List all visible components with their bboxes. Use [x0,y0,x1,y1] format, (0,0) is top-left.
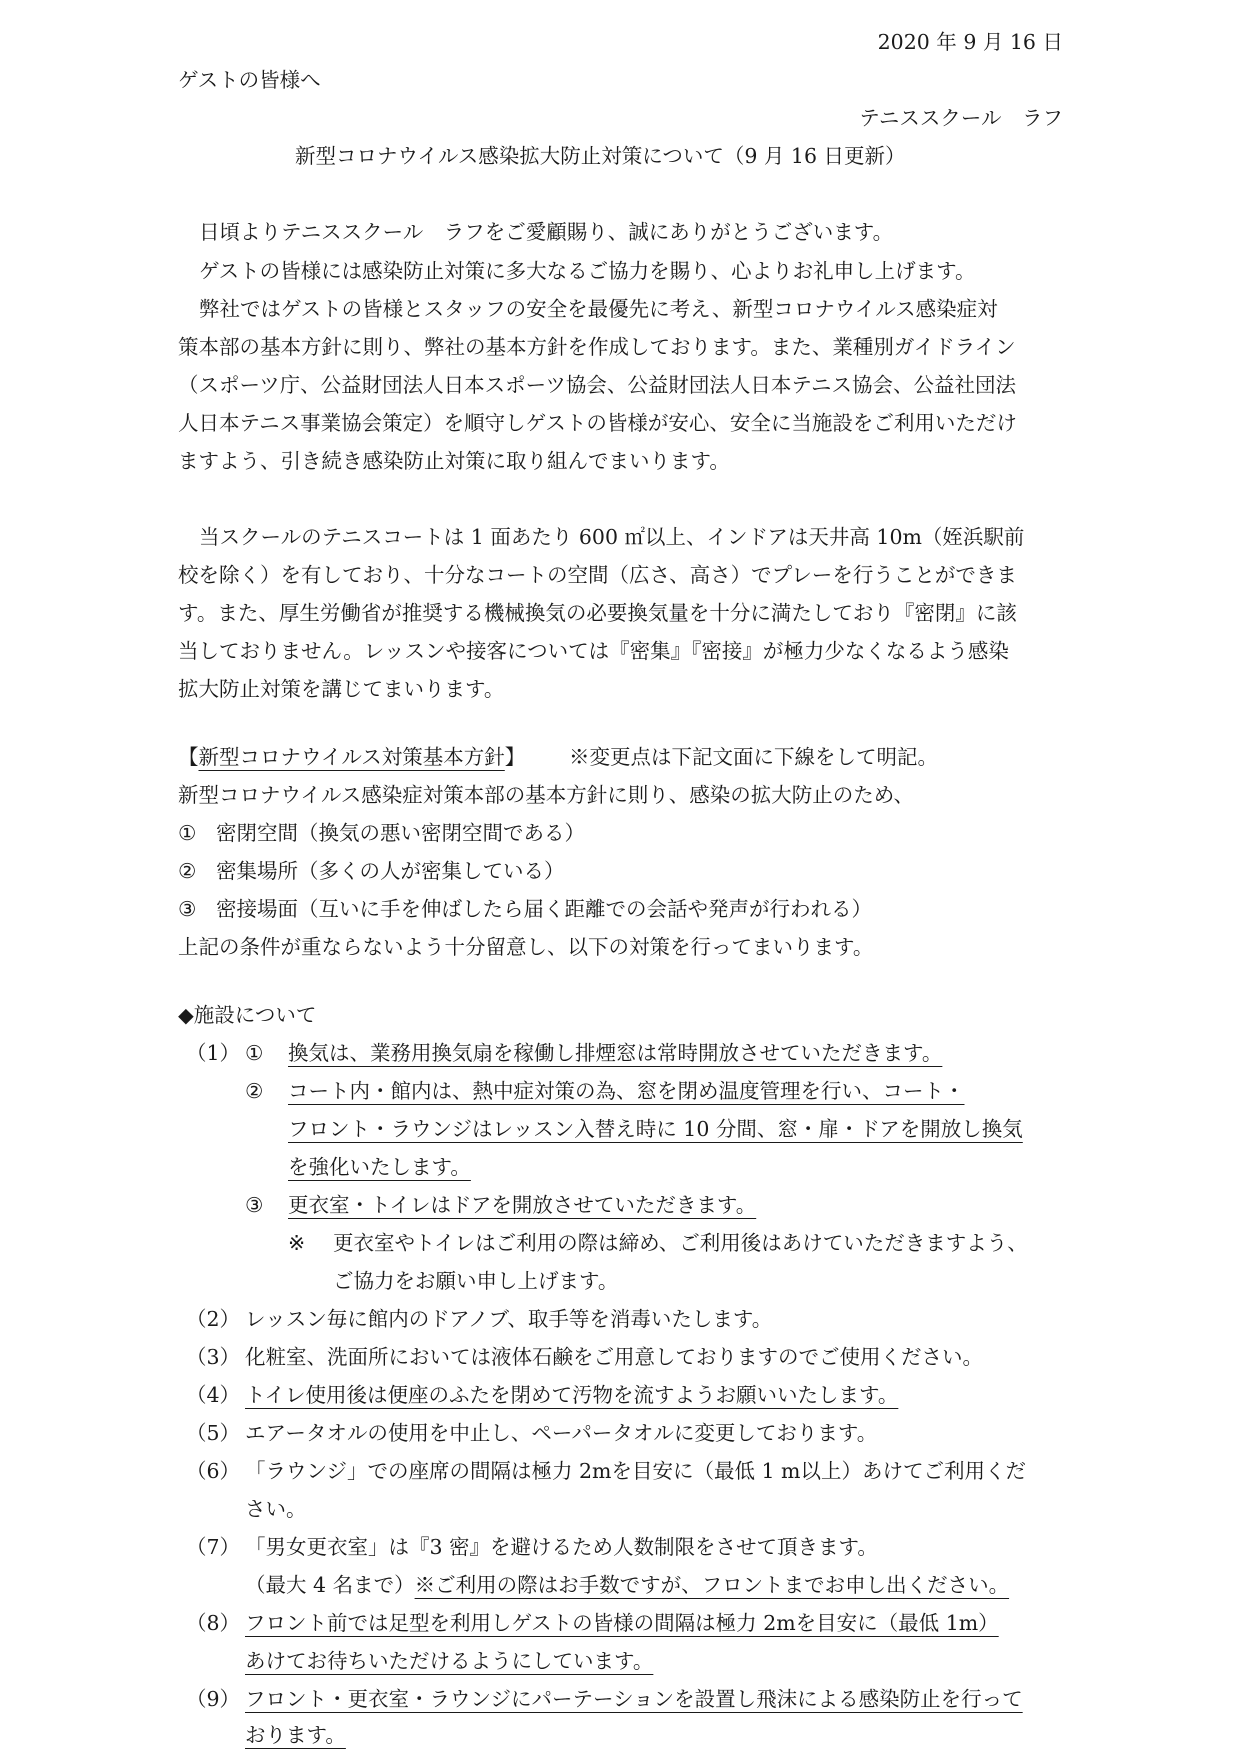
court-line: 当しておりません。レッスンや接客については『密集』『密接』が極力少なくなるよう感染 [178,639,1009,663]
item-text: さい。 [245,1497,307,1521]
intro-line: 日頃よりテニススクール ラフをご愛顧賜り、誠にありがとうございます。 [199,220,894,244]
court-line: 当スクールのテニスコートは 1 面あたり 600 ㎡以上、インドアは天井高 10m（姪浜駅前 [199,525,1025,549]
item-label-2: （2） [186,1307,241,1331]
item-text-underlined: ※ご利用の際はお手数ですが、フロントまでお申し出ください。 [414,1573,1010,1597]
note-text: ご協力をお願い申し上げます。 [333,1269,619,1293]
intro-line: （スポーツ庁、公益財団法人日本スポーツ協会、公益財団法人日本テニス協会、公益社団法 [178,373,1017,397]
intro-line: 策本部の基本方針に則り、弊社の基本方針を作成しております。また、業種別ガイドライン [178,335,1016,359]
item-label-4: （4） [186,1383,241,1407]
measure-num: ② [245,1079,264,1103]
item-label-9: （9） [186,1687,241,1711]
measure-text: フロント・ラウンジはレッスン入替え時に 10 分間、窓・扉・ドアを開放し換気 [288,1117,1023,1141]
bracket-open: 【 [178,745,199,769]
document-date: 2020 年 9 月 16 日 [877,30,1063,54]
item-text: フロント前では足型を利用しゲストの皆様の間隔は極力 2mを目安に（最低 1m） [245,1611,999,1635]
item-label-7: （7） [186,1535,241,1559]
item-text: 「男女更衣室」は『3 密』を避けるため人数制限をさせて頂きます。 [245,1535,878,1559]
measure-num: ③ [245,1193,264,1217]
item-label-5: （5） [186,1421,241,1445]
item-label-1: （1） [186,1041,241,1065]
item-text-row [245,1570,1009,1600]
bracket-close: 】 [504,745,526,769]
document-title: 新型コロナウイルス感染拡大防止対策について（9 月 16 日更新） [295,144,906,168]
intro-line: ますよう、引き続き感染防止対策に取り組んでまいります。 [178,449,730,473]
item-text: レッスン毎に館内のドアノブ、取手等を消毒いたします。 [245,1307,773,1331]
measure-num: ① [245,1041,264,1065]
court-line: 校を除く）を有しており、十分なコートの空間（広さ、高さ）でプレーを行うことができま [178,563,1017,587]
court-line: 拡大防止対策を講じてまいります。 [178,677,505,701]
policy-item-text: 密閉空間（換気の悪い密閉空間である） [216,821,585,845]
policy-note: ※変更点は下記文面に下線をして明記。 [569,745,938,769]
court-line: す。また、厚生労働省が推奨する機械換気の必要換気量を十分に満たしており『密閉』に該 [178,601,1017,625]
policy-heading: 新型コロナウイルス対策基本方針 [198,745,505,769]
policy-item-text: 密接場面（互いに手を伸ばしたら届く距離での会話や発声が行われる） [216,897,872,921]
item-label-6: （6） [186,1459,241,1483]
item-label-3: （3） [186,1345,241,1369]
policy-closing: 上記の条件が重ならないよう十分留意し、以下の対策を行ってまいります。 [178,935,874,959]
item-text: トイレ使用後は便座のふたを閉めて汚物を流すようお願いいたします。 [245,1383,899,1407]
policy-lead: 新型コロナウイルス感染症対策本部の基本方針に則り、感染の拡大防止のため、 [178,783,914,807]
item-text: フロント・更衣室・ラウンジにパーテーションを設置し飛沫による感染防止を行って [245,1687,1023,1711]
policy-item-num: ① [178,821,197,845]
sender-name: テニススクール ラフ [859,106,1063,130]
measure-text: を強化いたします。 [288,1155,471,1179]
item-text: 化粧室、洗面所においては液体石鹸をご用意しておりますのでご使用ください。 [245,1345,983,1369]
policy-item-num: ③ [178,897,197,921]
measure-text: 更衣室・トイレはドアを開放させていただきます。 [288,1193,757,1217]
policy-item-text: 密集場所（多くの人が密集している） [216,859,565,883]
item-label-8: （8） [186,1611,241,1635]
note-text: 更衣室やトイレはご利用の際は締め、ご利用後はあけていただきますよう、 [333,1231,1028,1255]
note-mark: ※ [288,1231,306,1255]
item-text: おります。 [245,1723,346,1747]
facility-heading: ◆施設について [178,1003,317,1027]
item-text: （最大 4 名まで） [245,1573,415,1597]
item-text: エアータオルの使用を中止し、ペーパータオルに変更しております。 [245,1421,878,1445]
intro-line: ゲストの皆様には感染防止対策に多大なるご協力を賜り、心よりお礼申し上げます。 [199,259,976,283]
intro-line: 人日本テニス事業協会策定）を順守しゲストの皆様が安心、安全に当施設をご利用いただけ [178,411,1017,435]
measure-text: コート内・館内は、熱中症対策の為、窓を閉め温度管理を行い、コート・ [288,1079,965,1103]
item-text: 「ラウンジ」での座席の間隔は極力 2mを目安に（最低 1 m以上）あけてご利用くだ [245,1459,1026,1483]
item-text: あけてお待ちいただけるようにしています。 [245,1649,654,1673]
intro-line: 弊社ではゲストの皆様とスタッフの安全を最優先に考え、新型コロナウイルス感染症対 [199,297,998,321]
policy-heading-row [178,742,525,772]
measure-text: 換気は、業務用換気扇を稼働し排煙窓は常時開放させていただきます。 [288,1041,943,1065]
policy-item-num: ② [178,859,197,883]
greeting: ゲストの皆様へ [178,68,321,92]
